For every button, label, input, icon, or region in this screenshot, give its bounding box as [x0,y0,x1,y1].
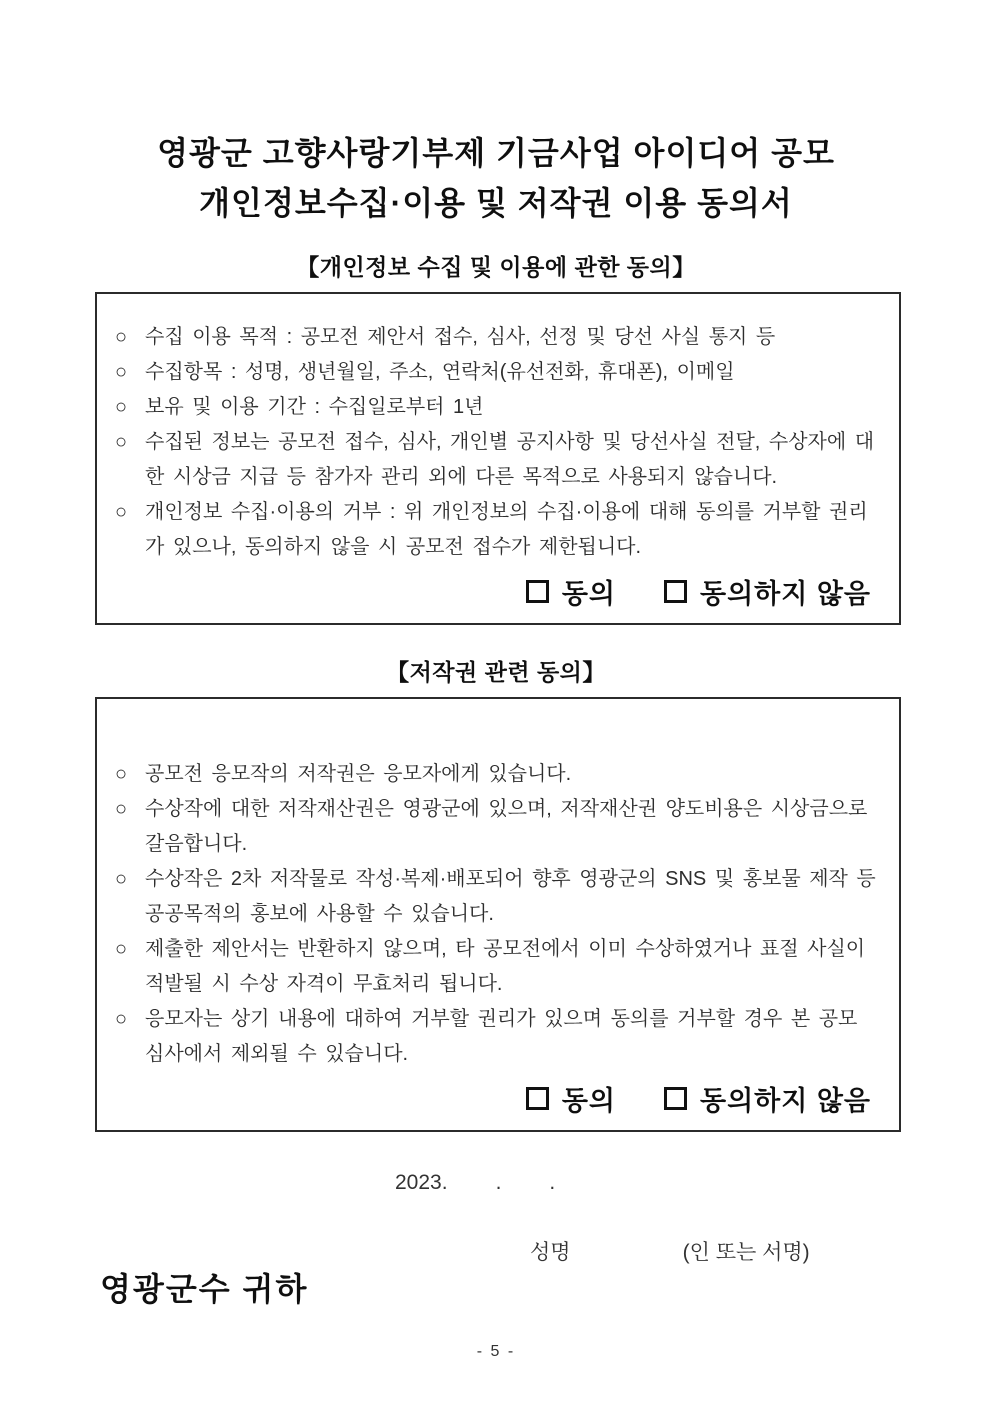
list-item-text: 수집 이용 목적 : 공모전 제안서 접수, 심사, 선정 및 당선 사실 통지 등 [145,326,776,348]
privacy-consent-box [95,292,901,625]
list-item-text: 제출한 제안서는 반환하지 않으며, 타 공모전에서 이미 수상하였거나 표절 사실이 적발될 시 수상 자격이 무효처리 됩니다. [145,938,866,995]
privacy-agree-option[interactable] [526,572,616,611]
recipient-line: 영광군수 귀하 [100,1271,309,1307]
list-item [115,1002,883,1072]
circle-bullet-icon: ○ [115,501,128,523]
document-title-line2: 개인정보수집·이용 및 저작권 이용 동의서 [199,185,793,221]
document-title [0,0,992,228]
circle-bullet-icon: ○ [115,361,128,383]
list-item [115,792,883,862]
list-item [115,757,883,792]
privacy-disagree-option[interactable] [664,572,871,611]
list-item-text: 수집된 정보는 공모전 접수, 심사, 개인별 공지사항 및 당선사실 전달, 수상자에 대한 시상금 지급 등 참가자 관리 외에 다른 목적으로 사용되지 않습니다. [145,431,875,488]
list-item [115,862,883,932]
list-item-text: 수집항목 : 성명, 생년월일, 주소, 연락처(유선전화, 휴대폰), 이메일 [145,361,735,383]
list-item-text: 응모자는 상기 내용에 대하여 거부할 권리가 있으며 동의를 거부할 경우 본 공모 심사에서 제외될 수 있습니다. [145,1008,858,1065]
list-item-text: 보유 및 이용 기간 : 수집일로부터 1년 [145,396,484,418]
name-label: 성명 [530,1241,571,1264]
circle-bullet-icon: ○ [115,1008,128,1030]
circle-bullet-icon: ○ [115,938,128,960]
document-title-line1: 영광군 고향사랑기부제 기금사업 아이디어 공모 [157,135,835,171]
privacy-section-heading: 【개인정보 수집 및 이용에 관한 동의】 [296,254,696,280]
copyright-disagree-option[interactable] [664,1079,871,1118]
privacy-agree-checkbox[interactable] [526,580,549,603]
privacy-disagree-label: 동의하지 않음 [700,578,871,609]
date-month-dot: . [495,1171,502,1194]
date-year: 2023. [395,1171,448,1194]
list-item-text: 수상작은 2차 저작물로 작성·복제·배포되어 향후 영광군의 SNS 및 홍보물 제작 등 공공목적의 홍보에 사용할 수 있습니다. [145,868,876,925]
list-item [115,495,883,565]
page-number: - 5 - [476,1343,516,1360]
list-item-text: 개인정보 수집·이용의 거부 : 위 개인정보의 수집·이용에 대해 동의를 거부할 권리가 있으나, 동의하지 않을 시 공모전 접수가 제한됩니다. [145,501,868,558]
privacy-disagree-checkbox[interactable] [664,580,687,603]
copyright-consent-row [115,1080,883,1116]
list-item [115,932,883,1002]
copyright-agree-option[interactable] [526,1079,616,1118]
copyright-disagree-label: 동의하지 않음 [700,1085,871,1116]
copyright-agree-label: 동의 [561,1085,616,1116]
seal-or-signature-label: (인 또는 서명) [682,1241,810,1264]
circle-bullet-icon: ○ [115,396,128,418]
list-item [115,320,883,355]
copyright-agree-checkbox[interactable] [526,1087,549,1110]
circle-bullet-icon: ○ [115,431,128,453]
list-item [115,390,883,425]
privacy-consent-row [115,573,883,609]
list-item-text: 수상작에 대한 저작재산권은 영광군에 있으며, 저작재산권 양도비용은 시상금으로 갈음합니다. [145,798,868,855]
copyright-section-heading: 【저작권 관련 동의】 [386,659,606,685]
circle-bullet-icon: ○ [115,763,128,785]
signature-line [0,1240,992,1266]
circle-bullet-icon: ○ [115,868,128,890]
date-line [0,1170,992,1196]
circle-bullet-icon: ○ [115,798,128,820]
circle-bullet-icon: ○ [115,326,128,348]
list-item-text: 공모전 응모작의 저작권은 응모자에게 있습니다. [145,763,572,785]
date-day-dot: . [549,1171,556,1194]
list-item [115,425,883,495]
copyright-consent-box [95,697,901,1132]
copyright-disagree-checkbox[interactable] [664,1087,687,1110]
list-item [115,355,883,390]
privacy-agree-label: 동의 [561,578,616,609]
